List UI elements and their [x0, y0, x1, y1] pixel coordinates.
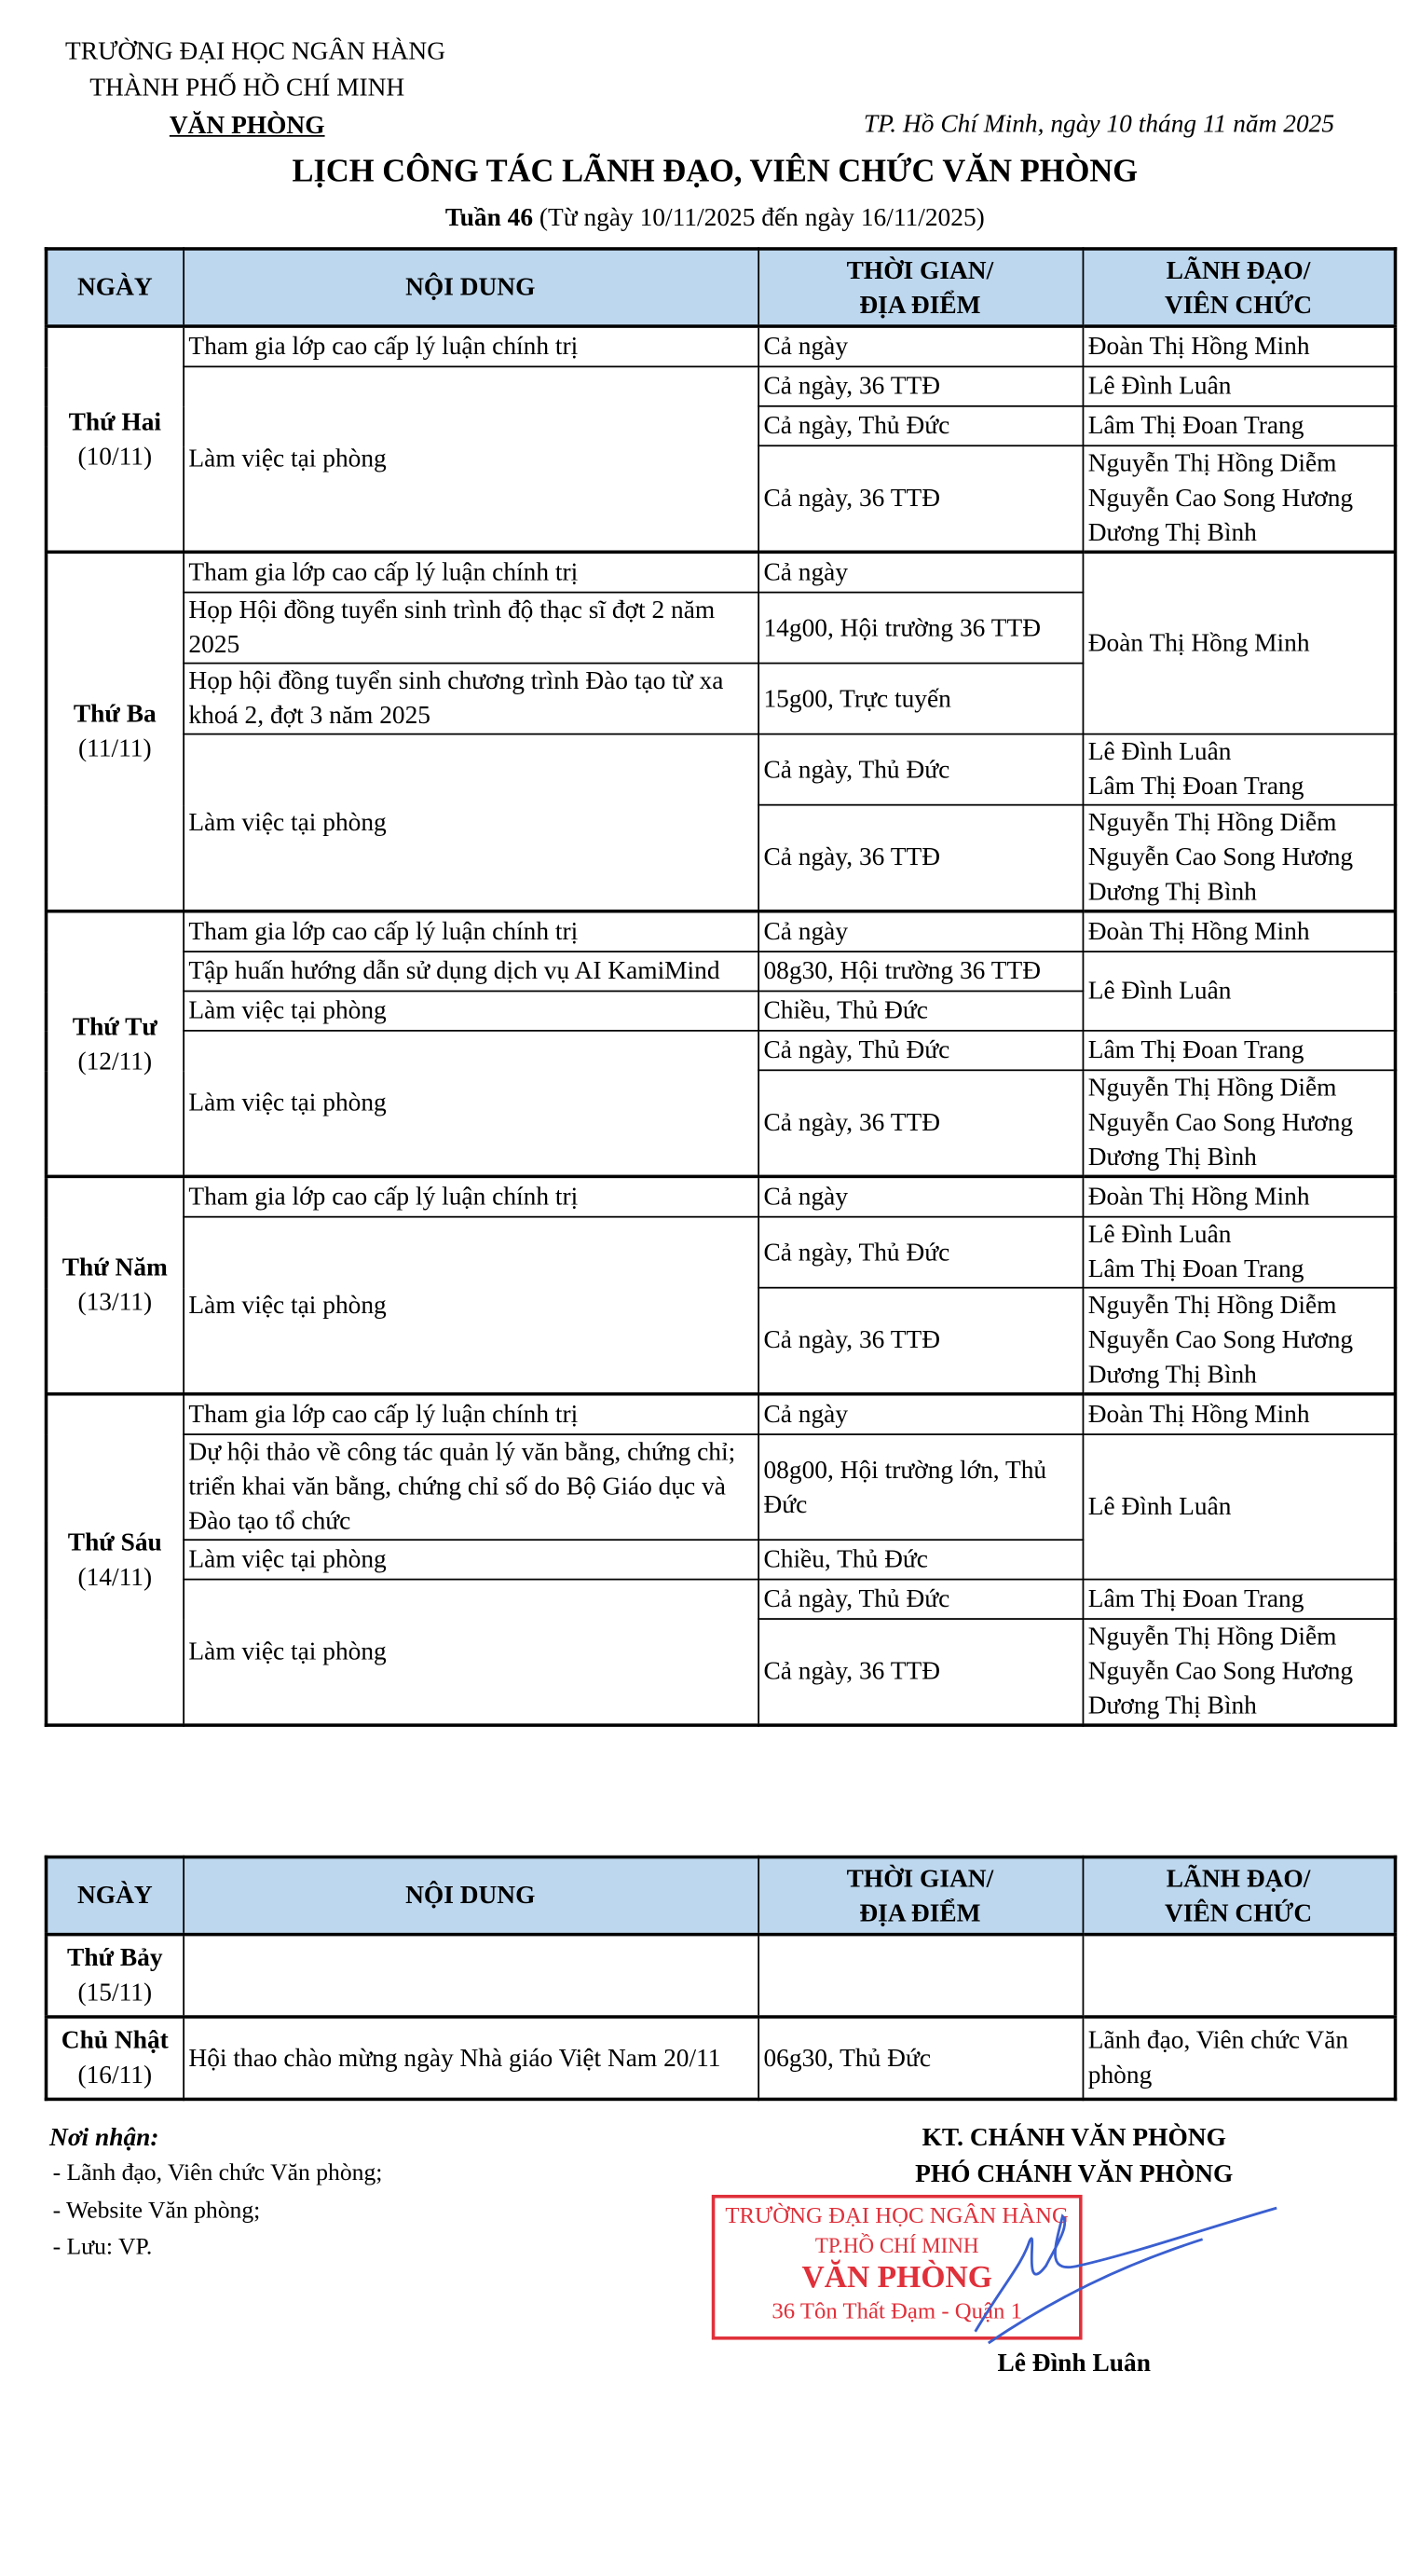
week-subtitle: [445, 204, 985, 234]
org-line-1: TRƯỜNG ĐẠI HỌC NGÂN HÀNG: [65, 37, 446, 66]
table-row: [47, 1217, 1396, 1288]
time-location-cell: Cả ngày, Thủ Đức: [758, 734, 1082, 805]
time-location-cell: [758, 1935, 1082, 2017]
staff-cell: [1083, 445, 1396, 552]
content-cell: Làm việc tại phòng: [183, 366, 758, 552]
column-header-time: [758, 1857, 1082, 1935]
table-row: [47, 326, 1396, 366]
staff-name: Nguyễn Cao Song Hương: [1087, 1657, 1354, 1686]
content-cell: Hội thao chào mừng ngày Nhà giáo Việt Nam 20/11: [183, 2017, 758, 2099]
time-location-cell: 08g30, Hội trường 36 TTĐ: [758, 952, 1082, 991]
staff-cell: [1083, 1070, 1396, 1176]
column-header-staff: [1083, 249, 1396, 326]
staff-name: Lâm Thị Đoan Trang: [1087, 1584, 1304, 1613]
day-name: Thứ Hai: [68, 407, 162, 436]
column-header-day: NGÀY: [47, 249, 184, 326]
staff-name: Đoàn Thị Hồng Minh: [1087, 1183, 1310, 1212]
content-cell: Tham gia lớp cao cấp lý luận chính trị: [183, 326, 758, 366]
column-header-time: [758, 249, 1082, 326]
header-line: VIÊN CHỨC: [1165, 291, 1313, 320]
stamp-line: TRƯỜNG ĐẠI HỌC NGÂN HÀNG: [725, 2204, 1069, 2230]
time-location-cell: Cả ngày: [758, 1176, 1082, 1216]
page-title: LỊCH CÔNG TÁC LÃNH ĐẠO, VIÊN CHỨC VĂN PHÒNG: [292, 155, 1139, 190]
recipients-label: Nơi nhận:: [49, 2123, 159, 2153]
day-date: (12/11): [77, 1047, 153, 1076]
org-line-2: THÀNH PHỐ HỒ CHÍ MINH: [89, 74, 405, 103]
staff-cell: [1083, 911, 1396, 952]
time-location-cell: Cả ngày: [758, 911, 1082, 952]
content-cell: Tập huấn hướng dẫn sử dụng dịch vụ AI KamiMind: [183, 952, 758, 991]
department-name: VĂN PHÒNG: [169, 112, 325, 141]
staff-cell: [1083, 1031, 1396, 1070]
time-location-cell: Cả ngày: [758, 326, 1082, 366]
day-name: Thứ Sáu: [67, 1528, 162, 1556]
time-location-cell: Cả ngày, Thủ Đức: [758, 406, 1082, 445]
content-cell: Làm việc tại phòng: [183, 1031, 758, 1176]
stamp-line: VĂN PHÒNG: [801, 2260, 992, 2295]
day-date: (15/11): [77, 1979, 153, 2007]
column-header-staff: [1083, 1857, 1396, 1935]
staff-name: Lãnh đạo, Viên chức Văn phòng: [1087, 2026, 1349, 2090]
header-line: THỜI GIAN/: [846, 1864, 994, 1893]
staff-name: Đoàn Thị Hồng Minh: [1087, 1400, 1310, 1429]
time-location-cell: Chiều, Thủ Đức: [758, 991, 1082, 1030]
staff-name: Dương Thị Bình: [1087, 878, 1257, 907]
staff-name: Nguyễn Cao Song Hương: [1087, 1108, 1354, 1137]
content-cell: Làm việc tại phòng: [183, 1540, 758, 1579]
header-row: [47, 1857, 1396, 1935]
table-row: [47, 1394, 1396, 1434]
staff-name: Lâm Thị Đoan Trang: [1087, 1036, 1304, 1065]
staff-name: Lê Đình Luân: [1087, 1492, 1232, 1521]
table-row: [47, 366, 1396, 405]
recipient-item: - Lưu: VP.: [52, 2234, 153, 2261]
week-range: (Từ ngày 10/11/2025 đến ngày 16/11/2025): [539, 204, 985, 233]
time-location-cell: Cả ngày, 36 TTĐ: [758, 445, 1082, 552]
content-cell: Họp hội đồng tuyển sinh chương trình Đào tạo từ xa khoá 2, đợt 3 năm 2025: [183, 664, 758, 734]
staff-name: Nguyễn Thị Hồng Diễm: [1087, 1623, 1337, 1651]
staff-cell: [1083, 805, 1396, 911]
staff-cell: [1083, 1217, 1396, 1288]
week-label: Tuần 46: [444, 204, 534, 233]
staff-cell: [1083, 1580, 1396, 1619]
header-line: LÃNH ĐẠO/: [1166, 1864, 1311, 1893]
staff-cell: [1083, 366, 1396, 405]
day-date: (11/11): [77, 734, 152, 763]
time-location-cell: 14g00, Hội trường 36 TTĐ: [758, 593, 1082, 664]
table-row: [47, 734, 1396, 805]
staff-name: Nguyễn Cao Song Hương: [1087, 484, 1354, 513]
table-row: [47, 1031, 1396, 1070]
table-row: [47, 2017, 1396, 2099]
table-row: [47, 552, 1396, 592]
signature-title-2: PHÓ CHÁNH VĂN PHÒNG: [915, 2159, 1234, 2188]
staff-cell: [1083, 734, 1396, 805]
table-row: [47, 1580, 1396, 1619]
column-header-day: NGÀY: [47, 1857, 184, 1935]
staff-name: Lâm Thị Đoan Trang: [1087, 773, 1304, 802]
table-row: [47, 1434, 1396, 1540]
stamp-line: TP.HỒ CHÍ MINH: [814, 2232, 979, 2258]
signer-name: Lê Đình Luân: [997, 2350, 1151, 2378]
content-cell: Làm việc tại phòng: [183, 1580, 758, 1725]
staff-name: Đoàn Thị Hồng Minh: [1087, 917, 1310, 946]
day-cell: [47, 1394, 184, 1725]
date-line: TP. Hồ Chí Minh, ngày 10 tháng 11 năm 2025: [863, 110, 1335, 139]
day-cell: [47, 1935, 184, 2017]
day-cell: [47, 326, 184, 552]
staff-cell: [1083, 1619, 1396, 1725]
staff-name: Nguyễn Thị Hồng Diễm: [1087, 809, 1337, 838]
staff-name: Lê Đình Luân: [1087, 738, 1232, 767]
staff-name: Dương Thị Bình: [1087, 1692, 1257, 1720]
staff-name: Đoàn Thị Hồng Minh: [1087, 629, 1310, 658]
day-cell: [47, 911, 184, 1177]
content-cell: Làm việc tại phòng: [183, 991, 758, 1030]
day-cell: [47, 552, 184, 911]
time-location-cell: Cả ngày, 36 TTĐ: [758, 1070, 1082, 1176]
time-location-cell: 06g30, Thủ Đức: [758, 2017, 1082, 2099]
day-name: Thứ Năm: [61, 1254, 168, 1282]
staff-cell: [1083, 2017, 1396, 2099]
day-name: Thứ Bảy: [67, 1944, 163, 1973]
content-cell: Họp Hội đồng tuyển sinh trình độ thạc sĩ đợt 2 năm 2025: [183, 593, 758, 664]
day-name: Thứ Tư: [72, 1012, 157, 1041]
time-location-cell: Cả ngày, 36 TTĐ: [758, 366, 1082, 405]
content-cell: Tham gia lớp cao cấp lý luận chính trị: [183, 1394, 758, 1434]
header-line: THỜI GIAN/: [846, 255, 994, 284]
content-cell: Làm việc tại phòng: [183, 734, 758, 911]
time-location-cell: Cả ngày: [758, 1394, 1082, 1434]
staff-cell: [1083, 552, 1396, 733]
staff-cell: [1083, 1394, 1396, 1434]
table-row: [47, 1935, 1396, 2017]
day-name: Thứ Ba: [73, 700, 157, 729]
content-cell: [183, 1935, 758, 2017]
staff-name: Lê Đình Luân: [1087, 1221, 1232, 1250]
recipient-item: - Website Văn phòng;: [52, 2198, 261, 2225]
staff-cell: [1083, 1288, 1396, 1394]
stamp-line: 36 Tôn Thất Đạm - Quận 1: [771, 2300, 1022, 2325]
table-row: [47, 911, 1396, 952]
staff-cell: [1083, 326, 1396, 366]
signature-title-1: KT. CHÁNH VĂN PHÒNG: [922, 2123, 1226, 2153]
staff-name: Lâm Thị Đoan Trang: [1087, 1255, 1304, 1284]
day-cell: [47, 1176, 184, 1393]
time-location-cell: 08g00, Hội trường lớn, Thủ Đức: [758, 1434, 1082, 1540]
staff-name: Nguyễn Thị Hồng Diễm: [1087, 1292, 1337, 1321]
staff-cell: [1083, 952, 1396, 1031]
header-line: LÃNH ĐẠO/: [1166, 255, 1311, 284]
content-cell: Làm việc tại phòng: [183, 1217, 758, 1394]
staff-name: Đoàn Thị Hồng Minh: [1087, 333, 1310, 362]
column-header-content: NỘI DUNG: [183, 1857, 758, 1935]
day-date: (10/11): [77, 442, 153, 471]
time-location-cell: Chiều, Thủ Đức: [758, 1540, 1082, 1579]
staff-name: Nguyễn Cao Song Hương: [1087, 843, 1354, 872]
schedule-table-weekdays: [45, 247, 1398, 1727]
time-location-cell: Cả ngày, 36 TTĐ: [758, 1288, 1082, 1394]
staff-name: Nguyễn Thị Hồng Diễm: [1087, 449, 1337, 478]
staff-cell: [1083, 406, 1396, 445]
table-row: [47, 1176, 1396, 1216]
staff-cell: [1083, 1176, 1396, 1216]
staff-name: Dương Thị Bình: [1087, 1143, 1257, 1172]
content-cell: Tham gia lớp cao cấp lý luận chính trị: [183, 1176, 758, 1216]
header-line: ĐỊA ĐIỂM: [859, 1898, 981, 1927]
schedule-table-weekend: [45, 1856, 1398, 2101]
header-line: VIÊN CHỨC: [1165, 1898, 1313, 1927]
time-location-cell: Cả ngày, Thủ Đức: [758, 1031, 1082, 1070]
time-location-cell: Cả ngày, Thủ Đức: [758, 1580, 1082, 1619]
staff-cell: [1083, 1434, 1396, 1580]
column-header-content: NỘI DUNG: [183, 249, 758, 326]
content-cell: Tham gia lớp cao cấp lý luận chính trị: [183, 911, 758, 952]
content-cell: Dự hội thảo về công tác quản lý văn bằng, chứng chỉ; triển khai văn bằng, chứng chỉ số do Bộ Giáo dục và Đào tạo tổ chức: [183, 1434, 758, 1540]
day-name: Chủ Nhật: [61, 2026, 169, 2055]
staff-name: Nguyễn Cao Song Hương: [1087, 1326, 1354, 1355]
staff-name: Lâm Thị Đoan Trang: [1087, 412, 1304, 441]
time-location-cell: Cả ngày, Thủ Đức: [758, 1217, 1082, 1288]
time-location-cell: Cả ngày, 36 TTĐ: [758, 1619, 1082, 1725]
day-cell: [47, 2017, 184, 2099]
staff-name: Lê Đình Luân: [1087, 977, 1232, 1006]
recipient-item: - Lãnh đạo, Viên chức Văn phòng;: [52, 2159, 383, 2187]
day-date: (14/11): [77, 1562, 153, 1592]
time-location-cell: Cả ngày: [758, 552, 1082, 592]
signature-icon: [955, 2199, 1285, 2364]
staff-name: Lê Đình Luân: [1087, 372, 1232, 401]
staff-name: Dương Thị Bình: [1087, 1361, 1257, 1390]
staff-name: Nguyễn Thị Hồng Diễm: [1087, 1074, 1337, 1103]
day-date: (13/11): [77, 1288, 153, 1317]
day-date: (16/11): [77, 2061, 153, 2090]
table-row: [47, 952, 1396, 991]
header-line: ĐỊA ĐIỂM: [859, 291, 981, 320]
time-location-cell: Cả ngày, 36 TTĐ: [758, 805, 1082, 911]
staff-cell: [1083, 1935, 1396, 2017]
staff-name: Dương Thị Bình: [1087, 518, 1257, 547]
time-location-cell: 15g00, Trực tuyến: [758, 664, 1082, 734]
content-cell: Tham gia lớp cao cấp lý luận chính trị: [183, 552, 758, 592]
header-row: [47, 249, 1396, 326]
